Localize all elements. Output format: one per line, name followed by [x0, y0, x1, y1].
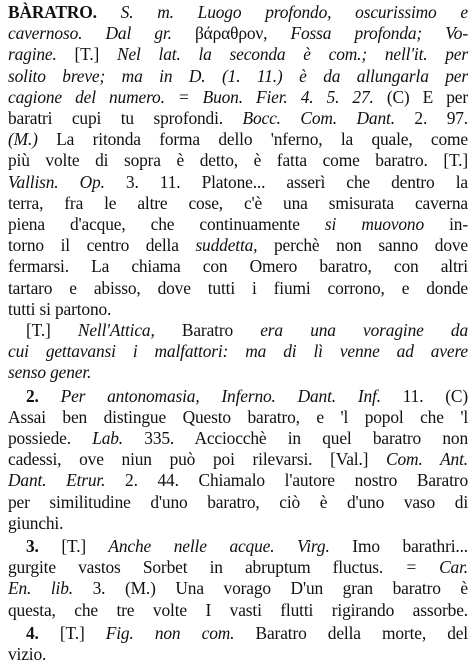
entry-line-24: per similitudine d'uno baratro, ciò è d'uno vaso di [8, 491, 468, 512]
entry-line-8: più volte di sopra è detto, è fatta come baratro. [T.] [8, 150, 468, 171]
entry-line-6: baratri cupi tu sprofondi. Bocc. Com. Dant. 2. 97. [8, 108, 468, 129]
entry-line-4: solito breve; ma in D. (1. 11.) è da allungarla per [8, 65, 468, 86]
entry-line-28: En. lib. 3. (M.) Una vorago D'un gran baratro è [8, 578, 468, 599]
sense-number-2: 2. [26, 385, 39, 406]
entry-line-30: 4. [T.] Fig. non com. Baratro della morte, del [26, 622, 468, 643]
entry-line-25: giunchi. [8, 512, 64, 533]
entry-line-26: 3. [T.] Anche nelle acque. Virg. Imo barathri... [26, 536, 468, 557]
entry-line-15: tutti si partono. [8, 298, 112, 319]
entry-line-23: Dant. Etrur. 2. 44. Chiamalo l'autore nostro Baratro [8, 470, 468, 491]
entry-line-1: BÀRATRO. S. m. Luogo profondo, oscurissimo e [8, 2, 468, 22]
entry-line-21: possiede. Lab. 335. Acciocchè in quel baratro non [8, 428, 469, 449]
entry-line-13: fermarsi. La chiama con Omero baratro, con altri [8, 256, 468, 277]
entry-line-27: gurgite vastos Sorbet in abruptum fluctus. = Car. [8, 557, 468, 578]
entry-line-22: cadessi, ove niun può poi rilevarsi. [Val.] Com. Ant. [8, 449, 468, 470]
entry-line-7: (M.) La ritonda forma dello 'nferno, la quale, come [8, 129, 468, 150]
headword: BÀRATRO. [8, 2, 97, 22]
entry-line-2: cavernoso. Dal gr. βάραθρον, Fossa profonda; Vo- [8, 23, 468, 44]
entry-line-3: ragine. [T.] Nel lat. la seconda è com.; nell'it. per [8, 44, 468, 65]
entry-line-11: piena d'acque, che continuamente si muovono in- [8, 214, 468, 235]
entry-line-10: terra, fra le altre cose, c'è una smisurata caverna [8, 192, 468, 213]
entry-line-17: cui gettavansi i malfattori: ma di lì venne ad avere [8, 341, 468, 362]
greek-etymon: βάραθρον, [194, 23, 268, 44]
entry-line-31: vizio. [8, 644, 47, 665]
entry-line-29: questa, che tre volte I vasti flutti rigirando assorbe. [8, 599, 468, 620]
entry-line-14: tartaro e abisso, dove tutti i fiumi corrono, e donde [8, 277, 468, 298]
entry-line-12: torno il centro della suddetta, perchè non sanno dove [8, 235, 468, 256]
entry-line-19: 2. Per antonomasia, Inferno. Dant. Inf. 11. (C) [26, 385, 468, 406]
entry-line-16: [T.] Nell'Attica, Baratro era una voragine da [26, 320, 468, 341]
entry-line-5: cagione del numero. = Buon. Fier. 4. 5. 27. (C) E per [8, 86, 468, 107]
dictionary-entry-baratro [8, 2, 468, 665]
sense-number-4: 4. [26, 622, 39, 643]
entry-line-9: Vallisn. Op. 3. 11. Platone... asserì che dentro la [8, 171, 468, 192]
sense-number-3: 3. [26, 536, 39, 557]
entry-line-20: Assai ben distingue Questo baratro, e 'l popol che 'l [8, 406, 468, 427]
entry-line-18: senso gener. [8, 362, 92, 383]
